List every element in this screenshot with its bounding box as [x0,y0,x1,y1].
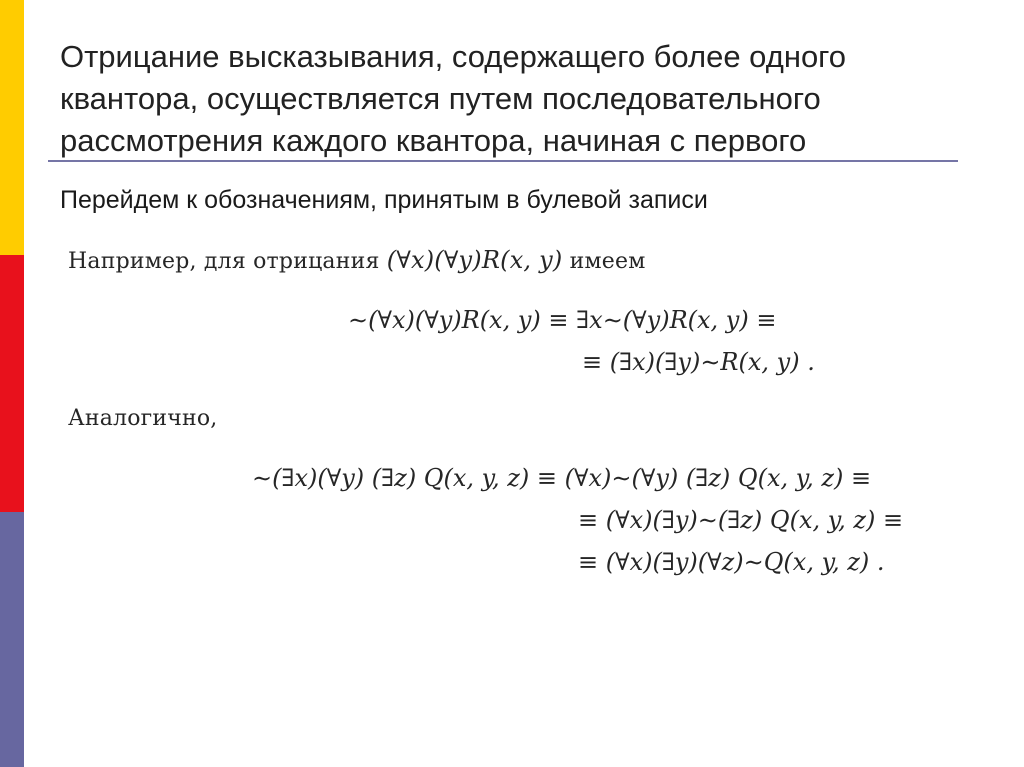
example2-formula-line: ≡ (∀x)(∃y)(∀z)∼Q(x, y, z) . [578,548,885,576]
accent-bar-red [0,255,24,512]
example1-formula-line: ≡ (∃x)(∃y)∼R(x, y) . [582,348,815,376]
intro-text: Например, для отрицания [68,249,380,274]
title-divider [48,160,958,162]
slide-title [60,36,960,162]
accent-bar-yellow [0,0,24,255]
intro-formula: (∀x)(∀y)R(x, y) [386,246,563,274]
slide-subtitle: Перейдем к обозначениям, принятым в булевой записи [60,186,708,214]
analog-label: Аналогично, [68,406,218,431]
example2-formula-line: ∼(∃x)(∀y) (∃z) Q(x, y, z) ≡ (∀x)∼(∀y) (∃z) Q(x, y, z) ≡ [252,464,872,492]
title-line: Отрицание высказывания, содержащего более одного [60,39,847,74]
example1-formula-line: ∼(∀x)(∀y)R(x, y) ≡ ∃x∼(∀y)R(x, y) ≡ [348,306,777,334]
example2-formula-line: ≡ (∀x)(∃y)∼(∃z) Q(x, y, z) ≡ [578,506,904,534]
title-line: квантора, осуществляется путем последовательного [60,81,821,116]
accent-bar-violet [0,512,24,767]
title-line: рассмотрения каждого квантора, начиная с первого [60,123,807,158]
scanned-intro [68,246,646,274]
intro-suffix: имеем [569,249,646,274]
